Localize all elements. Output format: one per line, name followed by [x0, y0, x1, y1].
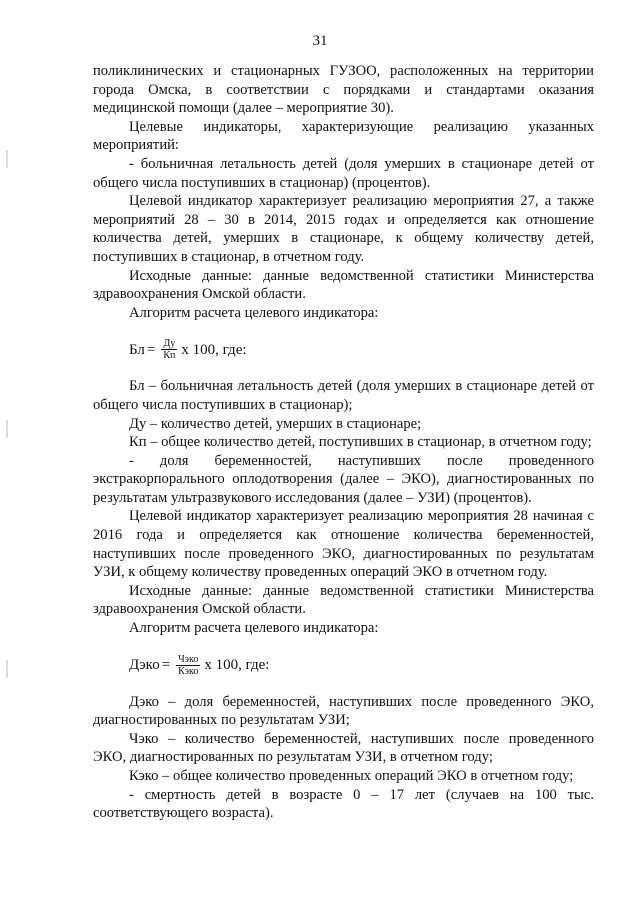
paragraph: Исходные данные: данные ведомственной статистики Министерства здравоохранения Омской области. [93, 582, 594, 618]
paragraph: Кп – общее количество детей, поступивших в стационар, в отчетном году; [129, 434, 592, 451]
formula-denominator: Кп [163, 350, 176, 362]
scan-margin-mark [6, 420, 8, 438]
formula-lhs: Бл [129, 341, 145, 358]
formula-hospital-mortality [93, 338, 594, 361]
paragraph: Чэко – количество беременностей, наступивших после проведенного ЭКО, диагностированных по результатам УЗИ, в отчетном году; [93, 730, 594, 766]
paragraph: Целевой индикатор характеризует реализацию мероприятия 28 начиная с 2016 года и определяется как отношение количества беременностей, наступивших после проведенного ЭКО, диагностированных по результатам УЗИ, к общему количеству проведенных операций ЭКО в отчетном году. [93, 508, 594, 581]
paragraph: Исходные данные: данные ведомственной статистики Министерства здравоохранения Омской области. [93, 267, 594, 303]
scan-margin-mark [6, 660, 8, 678]
page-body [93, 62, 594, 823]
paragraph: - больничная летальность детей (доля умерших в стационаре детей от общего числа поступивших в стационар) (процентов). [93, 155, 594, 191]
scan-margin-mark [6, 150, 8, 168]
paragraph: Ду – количество детей, умерших в стационаре; [129, 415, 422, 432]
formula-fraction [176, 654, 200, 677]
formula-denominator: Кэко [178, 665, 199, 677]
formula-rest: х 100, где: [181, 341, 247, 358]
formula-lhs: Дэко [129, 656, 160, 673]
paragraph: Алгоритм расчета целевого индикатора: [129, 620, 379, 637]
paragraph: Целевые индикаторы, характеризующие реализацию указанных мероприятий: [93, 118, 594, 154]
paragraph: Кэко – общее количество проведенных операций ЭКО в отчетном году; [129, 768, 574, 784]
formula-equals: = [161, 656, 171, 673]
page-number: 31 [312, 33, 328, 49]
paragraph: Дэко – доля беременностей, наступивших после проведенного ЭКО, диагностированных по результатам УЗИ; [93, 693, 594, 729]
paragraph: - доля беременностей, наступивших после проведенного экстракорпорального оплодотворения (далее – ЭКО), диагностированных по результатам ультразвукового исследования (далее – УЗИ) (процентов). [93, 452, 594, 506]
paragraph: - смертность детей в возрасте 0 – 17 лет (случаев на 100 тыс. соответствующего возраста). [93, 786, 594, 822]
formula-equals: = [146, 341, 156, 358]
paragraph: поликлинических и стационарных ГУЗОО, расположенных на территории города Омска, в соответствии с порядками и стандартами оказания медицинской помощи (далее – мероприятие 30). [93, 63, 594, 117]
formula-fraction [161, 338, 177, 361]
paragraph: Целевой индикатор характеризует реализацию мероприятия 27, а также мероприятий 28 – 30 в 2014, 2015 годах и определяется как отношение количества детей, умерших в стационаре, к общему количеству детей, поступивших в стационар, в отчетном году. [93, 193, 594, 265]
paragraph: Бл – больничная летальность детей (доля умерших в стационаре детей от общего числа поступивших в стационар); [93, 378, 594, 413]
formula-rest: х 100, где: [204, 656, 270, 673]
paragraph: Алгоритм расчета целевого индикатора: [129, 304, 379, 321]
formula-numerator: Чэко [178, 653, 199, 665]
formula-numerator: Ду [163, 338, 176, 350]
formula-ivf-pregnancy [93, 654, 594, 677]
